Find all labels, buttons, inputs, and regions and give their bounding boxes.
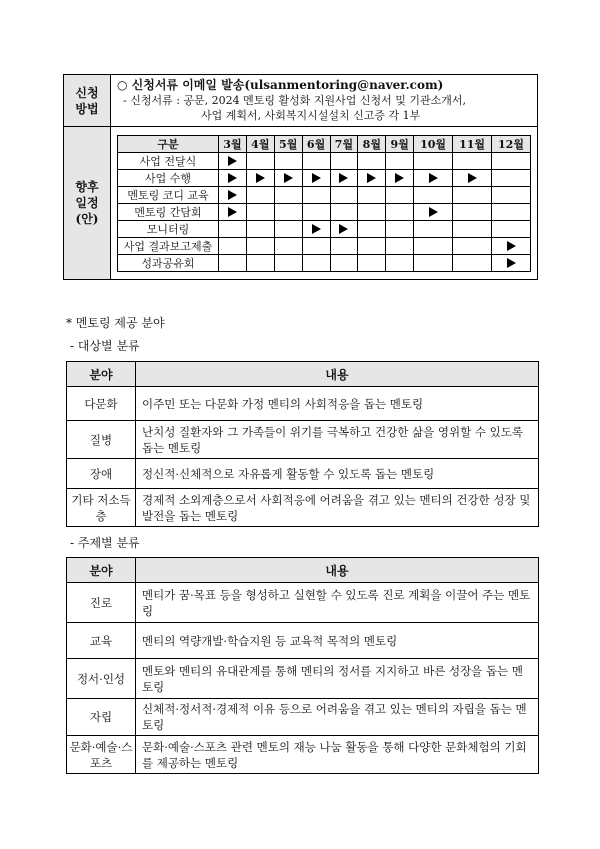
theme-content: 문화·예술·스포츠 관련 멘토의 재능 나눔 활동을 통해 다양한 문화체험의 기회를 제공하는 멘토링 bbox=[136, 736, 539, 774]
play-arrow-icon bbox=[228, 190, 237, 200]
schedule-cell-month bbox=[358, 254, 386, 271]
schedule-cell-month bbox=[358, 237, 386, 254]
schedule-row bbox=[118, 169, 531, 186]
schedule-cell-month bbox=[219, 237, 247, 254]
schedule-cell-month bbox=[246, 152, 274, 169]
schedule-cell-month bbox=[274, 169, 302, 186]
schedule-cell-month bbox=[330, 169, 358, 186]
target-content: 난치성 질환자와 그 가족들이 위기를 극복하고 건강한 삶을 영위할 수 있도록 돕는 멘토링 bbox=[136, 421, 539, 459]
schedule-cell-month bbox=[274, 152, 302, 169]
schedule-cell-month bbox=[302, 152, 330, 169]
schedule-cell-month bbox=[330, 220, 358, 237]
schedule-body bbox=[118, 152, 531, 271]
schedule-cell-month bbox=[302, 203, 330, 220]
target-field: 장애 bbox=[67, 459, 136, 489]
play-arrow-icon bbox=[312, 173, 321, 183]
target-field: 기타 저소득층 bbox=[67, 489, 136, 527]
schedule-month-header: 10월 bbox=[414, 135, 453, 152]
schedule-cell-month bbox=[358, 152, 386, 169]
play-arrow-icon bbox=[284, 173, 293, 183]
target-content: 경제적 소외계층으로서 사회적응에 어려움을 겪고 있는 멘티의 건강한 성장 및 발전을 돕는 멘토링 bbox=[136, 489, 539, 527]
play-arrow-icon bbox=[339, 224, 348, 234]
target-table bbox=[66, 361, 539, 527]
apply-line2: - 신청서류 : 공문, 2024 멘토링 활성화 지원사업 신청서 및 기관소개서, bbox=[123, 94, 467, 107]
schedule-label-line1: 향후 bbox=[75, 180, 99, 194]
schedule-label bbox=[64, 127, 111, 280]
schedule-cell-month bbox=[414, 152, 453, 169]
theme-content: 신체적·정서적·경제적 이유 등으로 어려움을 겪고 있는 멘티의 자립을 돕는 멘토링 bbox=[136, 699, 539, 736]
schedule-cell-month bbox=[330, 237, 358, 254]
schedule-cell-month bbox=[414, 186, 453, 203]
schedule-cell-month bbox=[274, 254, 302, 271]
schedule-cell-month bbox=[414, 169, 453, 186]
schedule-cell-month bbox=[453, 237, 492, 254]
schedule-cell-month bbox=[219, 169, 247, 186]
schedule-cell-month bbox=[358, 169, 386, 186]
schedule-month-header: 7월 bbox=[330, 135, 358, 152]
theme-col-field: 분야 bbox=[67, 558, 136, 583]
schedule-cell-month bbox=[246, 169, 274, 186]
play-arrow-icon bbox=[468, 173, 477, 183]
schedule-cell-month bbox=[453, 186, 492, 203]
schedule-task: 모니터링 bbox=[118, 220, 219, 237]
apply-label-line2: 방법 bbox=[75, 101, 99, 116]
schedule-month-header: 3월 bbox=[219, 135, 247, 152]
schedule-cell-month bbox=[414, 237, 453, 254]
target-heading: - 대상별 분류 bbox=[70, 339, 140, 353]
theme-field: 교육 bbox=[67, 623, 136, 659]
theme-field: 정서·인성 bbox=[67, 659, 136, 699]
schedule-cell-month bbox=[246, 203, 274, 220]
schedule-task: 성과공유회 bbox=[118, 254, 219, 271]
schedule-cell-month bbox=[302, 254, 330, 271]
schedule-task: 사업 전달식 bbox=[118, 152, 219, 169]
theme-content: 멘토와 멘티의 유대관계를 통해 멘티의 정서를 지지하고 바른 성장을 돕는 멘토링 bbox=[136, 659, 539, 699]
play-arrow-icon bbox=[256, 173, 265, 183]
target-field: 다문화 bbox=[67, 387, 136, 421]
play-arrow-icon bbox=[429, 173, 438, 183]
schedule-cell-month bbox=[246, 186, 274, 203]
schedule-cell-month bbox=[386, 152, 414, 169]
schedule-cell-month bbox=[302, 169, 330, 186]
schedule-row bbox=[118, 203, 531, 220]
schedule-cell-month bbox=[453, 220, 492, 237]
theme-row bbox=[67, 699, 539, 736]
schedule-month-header: 6월 bbox=[302, 135, 330, 152]
schedule-cell bbox=[111, 127, 538, 280]
theme-table bbox=[66, 557, 539, 774]
schedule-cell-month bbox=[302, 220, 330, 237]
play-arrow-icon bbox=[228, 207, 237, 217]
schedule-cell-month bbox=[453, 152, 492, 169]
theme-content: 멘티의 역량개발·학습지원 등 교육적 목적의 멘토링 bbox=[136, 623, 539, 659]
target-content: 이주민 또는 다문화 가정 멘티의 사회적응을 돕는 멘토링 bbox=[136, 387, 539, 421]
play-arrow-icon bbox=[312, 224, 321, 234]
schedule-cell-month bbox=[358, 220, 386, 237]
schedule-task: 사업 수행 bbox=[118, 169, 219, 186]
schedule-cell-month bbox=[386, 220, 414, 237]
target-row bbox=[67, 387, 539, 421]
play-arrow-icon bbox=[507, 241, 516, 251]
schedule-cell-month bbox=[453, 169, 492, 186]
schedule-cell-month bbox=[219, 220, 247, 237]
schedule-cell-month bbox=[330, 152, 358, 169]
schedule-cell-month bbox=[492, 186, 531, 203]
schedule-cell-month bbox=[302, 237, 330, 254]
play-arrow-icon bbox=[395, 173, 404, 183]
application-table bbox=[63, 74, 538, 280]
apply-label bbox=[64, 75, 111, 127]
schedule-cell-month bbox=[330, 203, 358, 220]
theme-field: 진로 bbox=[67, 583, 136, 623]
play-arrow-icon bbox=[228, 173, 237, 183]
schedule-cell-month bbox=[219, 186, 247, 203]
schedule-cell-month bbox=[386, 186, 414, 203]
schedule-cell-month bbox=[274, 186, 302, 203]
schedule-row bbox=[118, 254, 531, 271]
apply-content bbox=[111, 75, 538, 127]
schedule-cell-month bbox=[219, 203, 247, 220]
schedule-row bbox=[118, 220, 531, 237]
play-arrow-icon bbox=[429, 207, 438, 217]
schedule-month-header: 5월 bbox=[274, 135, 302, 152]
schedule-table bbox=[117, 135, 531, 272]
schedule-cell-month bbox=[492, 169, 531, 186]
schedule-cell-month bbox=[386, 169, 414, 186]
schedule-cell-month bbox=[302, 186, 330, 203]
target-row bbox=[67, 489, 539, 527]
schedule-month-header: 12월 bbox=[492, 135, 531, 152]
schedule-cell-month bbox=[358, 186, 386, 203]
schedule-cell-month bbox=[492, 237, 531, 254]
play-arrow-icon bbox=[228, 156, 237, 166]
schedule-month-header: 9월 bbox=[386, 135, 414, 152]
theme-field: 자립 bbox=[67, 699, 136, 736]
schedule-cell-month bbox=[453, 203, 492, 220]
schedule-cell-month bbox=[246, 254, 274, 271]
schedule-label-line2: 일정 bbox=[75, 196, 99, 210]
theme-row bbox=[67, 659, 539, 699]
section-note: * 멘토링 제공 분야 bbox=[66, 316, 165, 330]
schedule-cell-month bbox=[246, 220, 274, 237]
schedule-cell-month bbox=[492, 220, 531, 237]
schedule-cell-month bbox=[358, 203, 386, 220]
schedule-cell-month bbox=[492, 203, 531, 220]
schedule-row bbox=[118, 152, 531, 169]
play-arrow-icon bbox=[339, 173, 348, 183]
schedule-cell-month bbox=[274, 203, 302, 220]
theme-heading: - 주제별 분류 bbox=[70, 536, 140, 550]
schedule-cell-month bbox=[414, 254, 453, 271]
schedule-month-header: 8월 bbox=[358, 135, 386, 152]
schedule-task: 멘토링 코디 교육 bbox=[118, 186, 219, 203]
schedule-cell-month bbox=[330, 254, 358, 271]
theme-col-content: 내용 bbox=[136, 558, 539, 583]
schedule-cell-month bbox=[246, 237, 274, 254]
schedule-cell-month bbox=[330, 186, 358, 203]
schedule-month-header: 4월 bbox=[246, 135, 274, 152]
theme-row bbox=[67, 623, 539, 659]
schedule-header-row bbox=[118, 135, 531, 152]
target-col-field: 분야 bbox=[67, 362, 136, 387]
schedule-cell-month bbox=[274, 237, 302, 254]
schedule-cell-month bbox=[492, 254, 531, 271]
schedule-cell-month bbox=[414, 220, 453, 237]
schedule-task: 멘토링 간담회 bbox=[118, 203, 219, 220]
schedule-cell-month bbox=[219, 254, 247, 271]
theme-field: 문화·예술·스포츠 bbox=[67, 736, 136, 774]
apply-line1: ○ 신청서류 이메일 발송(ulsanmentoring@naver.com) bbox=[117, 78, 444, 92]
schedule-cell-month bbox=[414, 203, 453, 220]
schedule-header-task: 구분 bbox=[118, 135, 219, 152]
theme-body bbox=[67, 583, 539, 774]
target-row bbox=[67, 459, 539, 489]
play-arrow-icon bbox=[367, 173, 376, 183]
target-row bbox=[67, 421, 539, 459]
theme-row bbox=[67, 583, 539, 623]
schedule-task: 사업 결과보고제출 bbox=[118, 237, 219, 254]
theme-content: 멘티가 꿈·목표 등을 형성하고 실현할 수 있도록 진로 계획을 이끌어 주는 멘토링 bbox=[136, 583, 539, 623]
target-body bbox=[67, 387, 539, 527]
schedule-cell-month bbox=[386, 203, 414, 220]
schedule-row bbox=[118, 237, 531, 254]
schedule-cell-month bbox=[386, 254, 414, 271]
apply-label-line1: 신청 bbox=[75, 85, 99, 100]
schedule-month-header: 11월 bbox=[453, 135, 492, 152]
target-col-content: 내용 bbox=[136, 362, 539, 387]
target-content: 정신적·신체적으로 자유롭게 활동할 수 있도록 돕는 멘토링 bbox=[136, 459, 539, 489]
schedule-label-line3: (안) bbox=[75, 212, 99, 226]
schedule-cell-month bbox=[386, 237, 414, 254]
schedule-cell-month bbox=[492, 152, 531, 169]
schedule-cell-month bbox=[274, 220, 302, 237]
schedule-row bbox=[118, 186, 531, 203]
play-arrow-icon bbox=[507, 258, 516, 268]
target-field: 질병 bbox=[67, 421, 136, 459]
schedule-cell-month bbox=[453, 254, 492, 271]
apply-line3: 사업 계획서, 사회복지시설설치 신고증 각 1부 bbox=[201, 109, 421, 122]
theme-row bbox=[67, 736, 539, 774]
schedule-cell-month bbox=[219, 152, 247, 169]
